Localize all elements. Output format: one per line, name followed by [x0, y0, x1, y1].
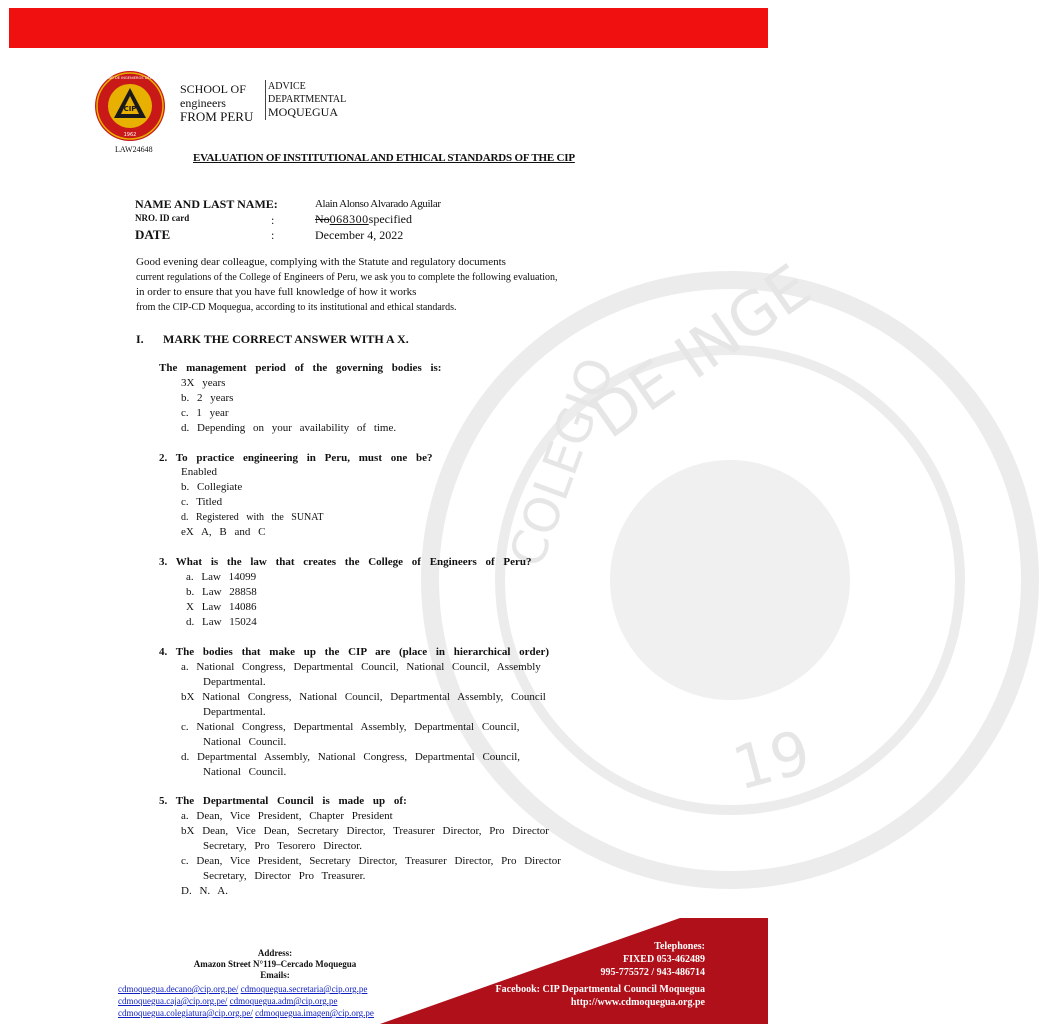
option-text: Dean, Vice President, Secretary Director, Treasurer Director, Pro Director [196, 855, 561, 867]
option-continuation: Secretary, Pro Tesorero Director. [203, 840, 363, 852]
intro-line-1: Good evening dear colleague, complying with the Statute and regulatory documents [136, 256, 506, 268]
svg-text:COLEGIO: COLEGIO [498, 350, 626, 575]
option-5c[interactable] [181, 854, 561, 884]
option-5a[interactable] [181, 809, 561, 824]
option-text: Depending on your availability of time. [197, 422, 397, 434]
logo-initials: CIP [123, 105, 137, 113]
id-number: 068300 [329, 212, 369, 226]
option-mark: eX [181, 526, 194, 538]
watermark-seal [420, 251, 1040, 890]
id-colon: : [271, 213, 275, 227]
option-mark: 3X [181, 377, 195, 389]
email-link[interactable]: cdmoquegua.colegiatura@cip.org.pe/ [118, 1008, 253, 1018]
fixed-phone: FIXED 053-462489 [623, 954, 705, 965]
school-line-1: SCHOOL OF [180, 82, 246, 96]
option-mark: d. [181, 751, 190, 763]
svg-text:DE INGE: DE INGE [578, 251, 824, 453]
section-title: MARK THE CORRECT ANSWER WITH A X. [163, 332, 409, 346]
id-value [315, 212, 412, 227]
option-text: Law 15024 [202, 616, 257, 628]
option-mark: D. [181, 885, 192, 897]
option-2c[interactable] [181, 495, 324, 510]
cip-logo [94, 70, 166, 142]
question-5-options [181, 809, 561, 899]
mobile-phones: 995-775572 / 943-486714 [600, 967, 705, 978]
advice-line-3: MOQUEGUA [268, 105, 338, 119]
intro-line-2: current regulations of the College of Engineers of Peru, we ask you to complete the following evaluation, [136, 272, 558, 283]
date-label: DATE [135, 227, 171, 242]
question-1: The management period of the governing bodies is: [159, 362, 442, 374]
date-colon: : [271, 228, 275, 242]
section-number: I. [136, 332, 144, 346]
option-2d[interactable] [181, 510, 324, 525]
question-4: 4. The bodies that make up the CIP are (place in hierarchical order) [159, 646, 550, 658]
footer-contacts [440, 940, 705, 1009]
email-link[interactable]: cdmoquegua.decano@cip.org.pe/ [118, 984, 239, 994]
intro-paragraph [136, 255, 558, 315]
option-5b[interactable] [181, 824, 561, 854]
email-link[interactable]: cdmoquegua.adm@cip.org.pe [229, 996, 338, 1006]
option-mark: bX [181, 691, 195, 703]
option-3b[interactable] [186, 585, 257, 600]
name-value: Alain Alonso Alvarado Aguilar [315, 198, 441, 210]
id-value-struck: No [315, 212, 330, 226]
id-label: NRO. ID card [135, 213, 190, 223]
option-mark: d. [181, 422, 190, 434]
option-2e[interactable] [181, 525, 324, 540]
option-text: Enabled [181, 466, 218, 478]
footer-address [170, 948, 380, 981]
question-2-options [181, 465, 324, 540]
option-text: National Congress, Departmental Council, National Council, Assembly [196, 661, 541, 673]
email-link[interactable]: cdmoquegua.caja@cip.org.pe/ [118, 996, 228, 1006]
option-text: Law 14086 [201, 601, 257, 613]
email-link[interactable]: cdmoquegua.secretaria@cip.org.pe [240, 984, 368, 994]
option-mark: d. [186, 616, 195, 628]
option-mark: c. [181, 407, 189, 419]
option-text: National Congress, Departmental Assembly, Departmental Council, [196, 721, 520, 733]
council-name [268, 80, 346, 119]
option-text: Dean, Vice President, Chapter President [196, 810, 393, 822]
school-line-3: FROM PERU [180, 109, 254, 124]
option-text: Titled [196, 496, 223, 508]
option-4c[interactable] [181, 720, 546, 750]
advice-line-2: DEPARTMENTAL [268, 94, 347, 105]
website-text[interactable]: http://www.cdmoquegua.org.pe [570, 997, 705, 1008]
address-label: Address: [257, 948, 293, 958]
top-red-banner [9, 8, 768, 48]
address-text: Amazon Street N°119–Cercado Moquegua [193, 959, 357, 969]
facebook-text: Facebook: CIP Departmental Council Moquegua [495, 984, 705, 995]
option-continuation: National Council. [203, 766, 287, 778]
option-continuation: National Council. [203, 736, 287, 748]
option-text: Dean, Vice Dean, Secretary Director, Treasurer Director, Pro Director [202, 825, 549, 837]
option-text: National Congress, National Council, Departmental Assembly, Council [202, 691, 546, 703]
option-continuation: Secretary, Director Pro Treasurer. [203, 870, 366, 882]
header-divider [265, 80, 266, 120]
logo-ring-text: COLEGIO DE INGENIEROS DEL PERU [97, 76, 163, 80]
option-text: years [202, 377, 226, 389]
option-3d[interactable] [186, 615, 257, 630]
option-mark: b. [181, 481, 190, 493]
option-text: Departmental Assembly, National Congress, Departmental Council, [197, 751, 521, 763]
id-suffix: specified [368, 212, 412, 226]
option-text: Collegiate [197, 481, 243, 493]
option-2b[interactable] [181, 480, 324, 495]
option-2a[interactable] [181, 465, 324, 480]
question-3-options [186, 570, 257, 630]
option-text: N. A. [199, 885, 228, 897]
option-1b[interactable] [181, 391, 396, 406]
question-4-options [181, 660, 546, 780]
option-text: 2 years [197, 392, 234, 404]
intro-line-3: in order to ensure that you have full knowledge of how it works [136, 286, 417, 298]
school-name [180, 82, 253, 124]
option-4b[interactable] [181, 690, 546, 720]
option-1d[interactable] [181, 421, 396, 436]
section-heading [136, 332, 409, 347]
school-line-2: engineers [180, 96, 226, 110]
option-3a[interactable] [186, 570, 257, 585]
question-5: 5. The Departmental Council is made up of: [159, 795, 407, 807]
question-1-options [181, 376, 396, 436]
phones-label: Telephones: [654, 941, 705, 952]
option-text: A, B and C [200, 526, 266, 538]
option-mark: a. [181, 810, 189, 822]
option-mark: a. [186, 571, 194, 583]
option-mark: c. [181, 721, 189, 733]
date-value: December 4, 2022 [315, 228, 404, 242]
logo-year: 1962 [123, 132, 137, 138]
option-3c[interactable] [186, 600, 257, 615]
option-mark: bX [181, 825, 195, 837]
law-code: LAW24648 [115, 145, 153, 154]
option-mark: a. [181, 661, 189, 673]
option-4a[interactable] [181, 660, 546, 690]
option-text: Law 14099 [201, 571, 257, 583]
option-4d[interactable] [181, 750, 546, 780]
option-text: Law 28858 [202, 586, 257, 598]
option-5d[interactable] [181, 884, 561, 899]
advice-line-1: ADVICE [268, 81, 306, 92]
option-mark: b. [181, 392, 190, 404]
option-text: Registered with the SUNAT [196, 512, 324, 523]
option-continuation: Departmental. [203, 706, 266, 718]
email-link[interactable]: cdmoquegua.imagen@cip.org.pe [255, 1008, 374, 1018]
question-3: 3. What is the law that creates the College of Engineers of Peru? [159, 556, 532, 568]
emails-label: Emails: [260, 970, 290, 980]
option-1c[interactable] [181, 406, 396, 421]
svg-text:19: 19 [725, 717, 818, 805]
name-label: NAME AND LAST NAME: [135, 197, 278, 211]
question-2: 2. To practice engineering in Peru, must one be? [159, 452, 433, 464]
document-title: EVALUATION OF INSTITUTIONAL AND ETHICAL STANDARDS OF THE CIP [193, 152, 575, 164]
option-mark: c. [181, 855, 189, 867]
footer-emails [118, 983, 374, 1019]
option-mark: X [186, 601, 194, 613]
option-text: 1 year [196, 407, 229, 419]
option-mark: d. [181, 512, 189, 523]
option-continuation: Departmental. [203, 676, 266, 688]
option-1a[interactable] [181, 376, 396, 391]
intro-line-4: from the CIP-CD Moquegua, according to its institutional and ethical standards. [136, 302, 457, 313]
option-mark: b. [186, 586, 195, 598]
option-mark: c. [181, 496, 189, 508]
